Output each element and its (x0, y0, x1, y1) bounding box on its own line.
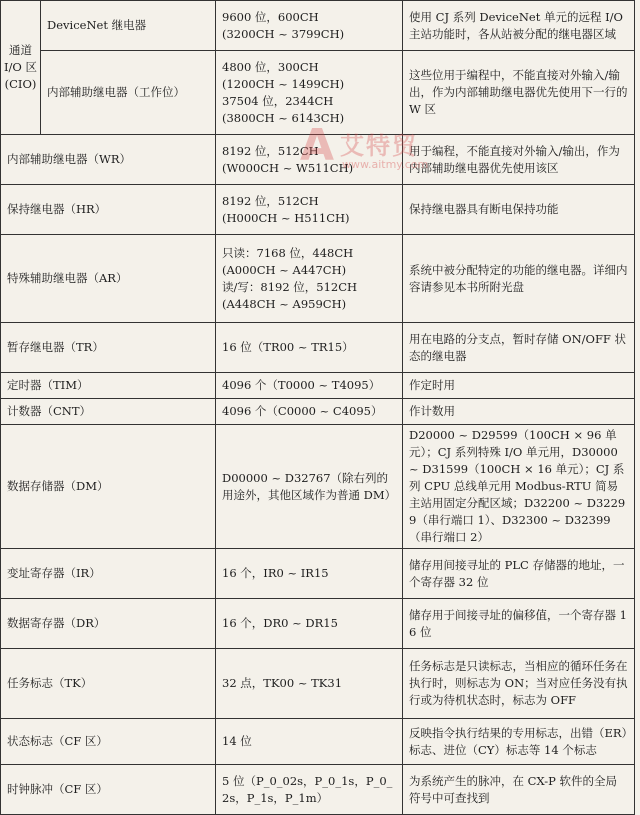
area-range: 8192 位，512CH (H000CH ~ H511CH) (216, 185, 403, 235)
area-name: 特殊辅助继电器（AR） (1, 235, 216, 323)
area-description: 反映指令执行结果的专用标志，出错（ER）标志、进位（CY）标志等 14 个标志 (403, 719, 635, 765)
area-description: 系统中被分配特定的功能的继电器。详细内容请参见本书所附光盘 (403, 235, 635, 323)
table-row (1, 185, 635, 235)
area-description: 储存用间接寻址的 PLC 存储器的地址，一个寄存器 32 位 (403, 549, 635, 599)
area-range: D00000 ~ D32767（除右列的用途外，其他区域作为普通 DM） (216, 425, 403, 549)
area-description: 作定时用 (403, 373, 635, 399)
table-row (1, 135, 635, 185)
table-row (1, 399, 635, 425)
table-row (1, 323, 635, 373)
area-name: 暂存继电器（TR） (1, 323, 216, 373)
area-range: 14 位 (216, 719, 403, 765)
area-name: 定时器（TIM） (1, 373, 216, 399)
area-description: 这些位用于编程中，不能直接对外输入/输出，作为内部辅助继电器优先使用下一行的 W 区 (403, 51, 635, 135)
table-row (1, 425, 635, 549)
area-description: 使用 CJ 系列 DeviceNet 单元的远程 I/O 主站功能时，各从站被分配的继电器区域 (403, 1, 635, 51)
area-name: 任务标志（TK） (1, 649, 216, 719)
area-name: 状态标志（CF 区） (1, 719, 216, 765)
area-range: 4096 个（C0000 ~ C4095） (216, 399, 403, 425)
area-description: 保持继电器具有断电保持功能 (403, 185, 635, 235)
area-range: 5 位（P_0_02s，P_0_1s，P_0_2s，P_1s，P_1m） (216, 765, 403, 815)
table-row (1, 51, 635, 135)
cio-group-label: 通道 I/O 区 (CIO) (1, 1, 41, 135)
area-description: 用在电路的分支点，暂时存储 ON/OFF 状态的继电器 (403, 323, 635, 373)
area-description: 为系统产生的脉冲，在 CX-P 软件的全局符号中可查找到 (403, 765, 635, 815)
area-name: 数据寄存器（DR） (1, 599, 216, 649)
table-row (1, 649, 635, 719)
area-range: 8192 位，512CH (W000CH ~ W511CH) (216, 135, 403, 185)
area-range: 16 个，IR0 ~ IR15 (216, 549, 403, 599)
area-name: 变址寄存器（IR） (1, 549, 216, 599)
table-row (1, 599, 635, 649)
area-range: 4096 个（T0000 ~ T4095） (216, 373, 403, 399)
area-range: 16 个，DR0 ~ DR15 (216, 599, 403, 649)
area-range: 16 位（TR00 ~ TR15） (216, 323, 403, 373)
area-name: 计数器（CNT） (1, 399, 216, 425)
area-range: 4800 位，300CH (1200CH ~ 1499CH) 37504 位，2344CH (3800CH ~ 6143CH) (216, 51, 403, 135)
table-row (1, 719, 635, 765)
area-description: 任务标志是只读标志，当相应的循环任务在执行时，则标志为 ON；当对应任务没有执行或为待机状态时，标志为 OFF (403, 649, 635, 719)
table-row (1, 235, 635, 323)
table-row (1, 1, 635, 51)
area-range: 32 点，TK00 ~ TK31 (216, 649, 403, 719)
area-description: D20000 ~ D29599（100CH × 96 单元）；CJ 系列特殊 I/O 单元用，D30000 ~ D31599（100CH × 16 单元）；CJ 系列 CPU 总线单元用 Modbus-RTU 简易主站用固定分配区域；D32200 ~ D32299（串行端口 1）、D32300 ~ D32399（串行端口 2） (403, 425, 635, 549)
area-range: 9600 位，600CH (3200CH ~ 3799CH) (216, 1, 403, 51)
area-name: 内部辅助继电器（工作位） (41, 51, 216, 135)
table-row (1, 549, 635, 599)
area-description: 作计数用 (403, 399, 635, 425)
area-name: DeviceNet 继电器 (41, 1, 216, 51)
table-row (1, 765, 635, 815)
area-range: 只读：7168 位，448CH (A000CH ~ A447CH) 读/写：8192 位，512CH (A448CH ~ A959CH) (216, 235, 403, 323)
area-name: 内部辅助继电器（WR） (1, 135, 216, 185)
watermark-text: 艾特贸 (340, 132, 418, 160)
area-name: 数据存储器（DM） (1, 425, 216, 549)
watermark-a-icon: A (300, 120, 335, 171)
area-name: 保持继电器（HR） (1, 185, 216, 235)
area-description: 储存用于间接寻址的偏移值，一个寄存器 16 位 (403, 599, 635, 649)
area-description: 用于编程，不能直接对外输入/输出，作为内部辅助继电器优先使用该区 (403, 135, 635, 185)
area-name: 时钟脉冲（CF 区） (1, 765, 216, 815)
watermark-url: www.aitmy.com (342, 158, 429, 171)
table-row (1, 373, 635, 399)
